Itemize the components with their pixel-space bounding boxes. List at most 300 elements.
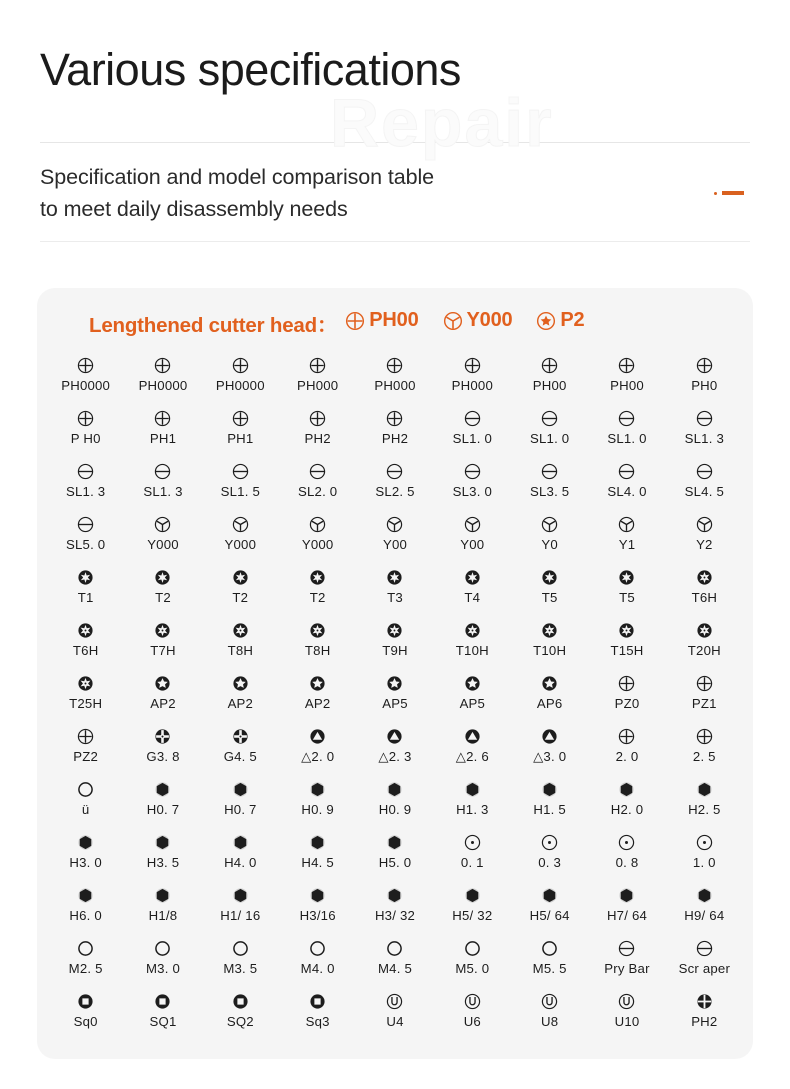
gamebit-icon	[232, 725, 249, 747]
phillips-circle-icon	[77, 354, 94, 376]
bit-cell[interactable]	[279, 933, 356, 986]
bit-cell[interactable]	[202, 986, 279, 1039]
bit-cell[interactable]	[588, 721, 665, 774]
accent-decoration	[714, 191, 750, 195]
bit-label: H0. 7	[224, 802, 257, 817]
bit-label: T10H	[533, 643, 567, 658]
slotted-circle-icon	[696, 937, 713, 959]
bit-cell[interactable]	[666, 668, 743, 721]
triwing-circle-icon	[309, 513, 326, 535]
square-filled-icon	[309, 990, 326, 1012]
bit-cell[interactable]	[434, 933, 511, 986]
bit-cell[interactable]	[666, 509, 743, 562]
bit-label: 0. 1	[460, 855, 484, 870]
pozidriv-circle-icon	[696, 725, 713, 747]
bit-label: SL1. 3	[684, 431, 724, 446]
bit-cell[interactable]	[356, 827, 433, 880]
subtitle-divider	[40, 241, 750, 242]
bit-cell[interactable]	[434, 827, 511, 880]
torx-hole-icon	[154, 619, 171, 641]
phillips-circle-icon	[309, 407, 326, 429]
bit-label: PH1	[149, 431, 177, 446]
torx-hole-icon	[77, 672, 94, 694]
bit-cell[interactable]	[279, 721, 356, 774]
bit-grid	[45, 344, 745, 1039]
bit-cell[interactable]	[279, 350, 356, 403]
bit-cell[interactable]	[666, 562, 743, 615]
bit-label: 0. 8	[615, 855, 639, 870]
card-header	[45, 304, 745, 344]
bit-label: H0. 7	[146, 802, 180, 817]
slotted-circle-icon	[618, 460, 635, 482]
bit-cell[interactable]	[124, 403, 201, 456]
bit-cell[interactable]	[434, 721, 511, 774]
bit-label: Y000	[147, 537, 179, 552]
bit-label: T7H	[150, 643, 176, 658]
bit-label: H0. 9	[301, 802, 334, 817]
star-filled-icon	[154, 672, 171, 694]
card-header-item-label: Y000	[466, 309, 513, 332]
pozidriv-circle-icon	[618, 672, 635, 694]
torx-filled-icon	[618, 566, 635, 588]
bit-cell[interactable]	[511, 986, 588, 1039]
hex-filled-icon	[154, 884, 171, 906]
bit-cell[interactable]	[279, 403, 356, 456]
header-zone	[0, 0, 790, 242]
bit-cell[interactable]	[47, 562, 124, 615]
bit-cell[interactable]	[511, 562, 588, 615]
bit-cell[interactable]	[202, 668, 279, 721]
bit-cell[interactable]	[511, 933, 588, 986]
bit-label: Pry Bar	[604, 961, 650, 976]
bit-cell[interactable]	[666, 774, 743, 827]
bit-cell[interactable]	[279, 562, 356, 615]
bit-cell[interactable]	[124, 880, 201, 933]
bit-cell[interactable]	[588, 880, 665, 933]
bit-label: H5. 0	[378, 855, 412, 870]
bit-cell[interactable]	[434, 509, 511, 562]
torx-filled-icon	[309, 566, 326, 588]
bit-label: T6H	[72, 643, 99, 658]
bit-cell[interactable]	[47, 668, 124, 721]
bit-label: T8H	[227, 643, 254, 658]
bit-label: PZ2	[73, 749, 99, 764]
bit-label: U6	[463, 1014, 481, 1029]
triwing-circle-icon	[232, 513, 249, 535]
bit-cell[interactable]	[666, 456, 743, 509]
bit-cell[interactable]	[356, 403, 433, 456]
slotted-circle-icon	[464, 407, 481, 429]
bit-cell[interactable]	[511, 350, 588, 403]
bit-cell[interactable]	[511, 615, 588, 668]
bit-label: SL2. 0	[298, 484, 338, 499]
bit-label: Y000	[301, 537, 334, 552]
bit-cell[interactable]	[434, 774, 511, 827]
triangle-filled-icon	[386, 725, 403, 747]
hex-filled-icon	[464, 778, 481, 800]
bit-cell[interactable]	[356, 721, 433, 774]
bit-cell[interactable]	[356, 774, 433, 827]
bit-label: Sq3	[305, 1014, 330, 1029]
bit-label: AP6	[536, 696, 563, 711]
bit-cell[interactable]	[356, 880, 433, 933]
slotted-circle-icon	[696, 460, 713, 482]
bit-label: Sq0	[73, 1014, 98, 1029]
u-circle-icon	[464, 990, 481, 1012]
bit-cell[interactable]	[279, 615, 356, 668]
phillips-circle-icon	[696, 354, 713, 376]
bit-cell[interactable]	[202, 774, 279, 827]
bit-label: SL1. 0	[452, 431, 492, 446]
bit-cell[interactable]	[279, 774, 356, 827]
phillips-circle-icon	[541, 354, 558, 376]
bit-cell[interactable]	[47, 350, 124, 403]
bit-cell[interactable]	[47, 827, 124, 880]
bit-cell[interactable]	[124, 827, 201, 880]
bit-label: SL2. 5	[375, 484, 415, 499]
star-circle-icon	[536, 311, 556, 331]
bit-cell[interactable]	[356, 562, 433, 615]
triwing-circle-icon	[696, 513, 713, 535]
bit-label: PH000	[374, 378, 416, 393]
bit-label: T3	[387, 590, 403, 605]
bit-cell[interactable]	[202, 562, 279, 615]
dot-circle-icon	[464, 831, 481, 853]
bit-cell[interactable]	[356, 615, 433, 668]
bit-cell[interactable]	[202, 350, 279, 403]
dot-circle-icon	[696, 831, 713, 853]
bit-label: H6. 0	[69, 908, 102, 923]
bit-cell[interactable]	[511, 509, 588, 562]
hex-filled-icon	[541, 778, 558, 800]
hex-filled-icon	[232, 778, 249, 800]
card-header-items	[337, 309, 584, 337]
bit-cell[interactable]	[511, 774, 588, 827]
hex-filled-icon	[696, 884, 713, 906]
bit-cell[interactable]	[588, 615, 665, 668]
bit-label: M3. 5	[223, 961, 258, 976]
bit-cell[interactable]	[356, 668, 433, 721]
phillips-circle-icon	[154, 354, 171, 376]
bit-cell[interactable]	[356, 986, 433, 1039]
slotted-circle-icon	[618, 937, 635, 959]
bit-label: 2. 5	[692, 749, 716, 764]
bit-cell[interactable]	[434, 615, 511, 668]
open-circle-icon	[232, 937, 249, 959]
page-title: Various specifications	[40, 44, 461, 95]
bit-label: 2. 0	[615, 749, 639, 764]
hex-filled-icon	[309, 831, 326, 853]
bit-label: SL1. 3	[143, 484, 183, 499]
bit-label: △3. 0	[533, 749, 567, 764]
bit-label: AP2	[150, 696, 176, 711]
torx-hole-icon	[309, 619, 326, 641]
hex-filled-icon	[386, 778, 403, 800]
phillips-circle-icon	[464, 354, 481, 376]
triwing-circle-icon	[541, 513, 558, 535]
hex-filled-icon	[309, 884, 326, 906]
bit-label: SL1. 0	[607, 431, 647, 446]
bit-cell[interactable]	[588, 562, 665, 615]
bit-label: H2. 5	[688, 802, 721, 817]
bit-cell[interactable]	[124, 774, 201, 827]
bit-label: PH0000	[61, 378, 111, 393]
bit-cell[interactable]	[356, 350, 433, 403]
torx-hole-icon	[696, 619, 713, 641]
bit-cell[interactable]	[279, 827, 356, 880]
bit-label: M3. 0	[146, 961, 180, 976]
slotted-circle-icon	[464, 460, 481, 482]
open-circle-icon	[464, 937, 481, 959]
bit-cell[interactable]	[124, 668, 201, 721]
bit-label: AP2	[304, 696, 331, 711]
bit-cell[interactable]	[202, 403, 279, 456]
bit-cell[interactable]	[666, 986, 743, 1039]
phillips-filled-icon	[696, 990, 713, 1012]
bit-cell[interactable]	[511, 721, 588, 774]
slotted-circle-icon	[386, 460, 403, 482]
slotted-circle-icon	[232, 460, 249, 482]
bit-label: Scr aper	[678, 961, 731, 976]
bit-cell[interactable]	[124, 456, 201, 509]
bit-cell[interactable]	[279, 456, 356, 509]
slotted-circle-icon	[77, 513, 94, 535]
bit-cell[interactable]	[356, 456, 433, 509]
bit-cell[interactable]	[202, 456, 279, 509]
open-circle-icon	[541, 937, 558, 959]
bit-cell[interactable]	[511, 403, 588, 456]
bit-cell[interactable]	[124, 721, 201, 774]
bit-cell[interactable]	[47, 403, 124, 456]
bit-label: △2. 6	[455, 749, 489, 764]
hex-filled-icon	[618, 884, 635, 906]
slotted-circle-icon	[77, 460, 94, 482]
bit-label: T20H	[687, 643, 721, 658]
subtitle-line-1: Specification and model comparison table	[40, 164, 434, 189]
bit-cell[interactable]	[666, 403, 743, 456]
card-header-label: Lengthened cutter head：	[89, 314, 338, 337]
bit-label: SQ2	[226, 1014, 254, 1029]
bit-label: SL3. 0	[452, 484, 492, 499]
phillips-circle-icon	[618, 354, 635, 376]
bit-cell[interactable]	[434, 668, 511, 721]
bit-label: PH2	[304, 431, 331, 446]
bit-label: AP5	[382, 696, 408, 711]
card-header-item	[536, 309, 584, 332]
u-circle-icon	[386, 990, 403, 1012]
bit-label: PH0	[691, 378, 718, 393]
bit-cell[interactable]	[47, 986, 124, 1039]
bit-label: PH0000	[215, 378, 265, 393]
bit-label: T5	[619, 590, 635, 605]
bit-label: T2	[232, 590, 249, 605]
watermark-text: Repair	[330, 85, 554, 161]
bit-cell[interactable]	[434, 986, 511, 1039]
hex-filled-icon	[154, 831, 171, 853]
bit-cell[interactable]	[47, 774, 124, 827]
bit-cell[interactable]	[666, 615, 743, 668]
phillips-circle-icon	[154, 407, 171, 429]
bit-label: PH1	[227, 431, 254, 446]
bit-cell[interactable]	[511, 456, 588, 509]
bit-label: H5/ 32	[452, 908, 493, 923]
open-circle-icon	[77, 937, 94, 959]
bit-cell[interactable]	[434, 562, 511, 615]
bit-cell[interactable]	[47, 615, 124, 668]
torx-filled-icon	[77, 566, 94, 588]
bit-cell[interactable]	[356, 509, 433, 562]
bit-cell[interactable]	[124, 562, 201, 615]
bit-cell[interactable]	[666, 827, 743, 880]
bit-cell[interactable]	[588, 350, 665, 403]
hex-filled-icon	[232, 884, 249, 906]
triwing-circle-icon	[443, 311, 463, 331]
bit-cell[interactable]	[434, 403, 511, 456]
slotted-circle-icon	[541, 407, 558, 429]
bit-cell[interactable]	[588, 509, 665, 562]
phillips-circle-icon	[386, 407, 403, 429]
dot-circle-icon	[618, 831, 635, 853]
pozidriv-circle-icon	[77, 725, 94, 747]
phillips-circle-icon	[232, 407, 249, 429]
star-filled-icon	[232, 672, 249, 694]
bit-cell[interactable]	[124, 350, 201, 403]
bit-label: T1	[77, 590, 94, 605]
bit-label: 1. 0	[692, 855, 716, 870]
bit-label: U4	[386, 1014, 404, 1029]
bit-cell[interactable]	[588, 403, 665, 456]
bit-cell[interactable]	[124, 509, 201, 562]
bit-cell[interactable]	[279, 986, 356, 1039]
bit-cell[interactable]	[588, 774, 665, 827]
hex-filled-icon	[309, 778, 326, 800]
pozidriv-circle-icon	[696, 672, 713, 694]
bit-cell[interactable]	[47, 880, 124, 933]
bit-label: SL4. 5	[684, 484, 724, 499]
bit-label: Y0	[541, 537, 558, 552]
bit-cell[interactable]	[434, 456, 511, 509]
torx-hole-icon	[464, 619, 481, 641]
bit-label: H3/ 32	[374, 908, 416, 923]
bit-label: PH000	[297, 378, 339, 393]
torx-filled-icon	[464, 566, 481, 588]
hex-filled-icon	[386, 831, 403, 853]
star-filled-icon	[541, 672, 558, 694]
triwing-circle-icon	[154, 513, 171, 535]
bit-cell[interactable]	[511, 827, 588, 880]
bit-cell[interactable]	[356, 933, 433, 986]
hex-filled-icon	[464, 884, 481, 906]
bit-cell[interactable]	[588, 456, 665, 509]
bit-label: H3. 0	[69, 855, 102, 870]
bit-cell[interactable]	[588, 933, 665, 986]
bit-cell[interactable]	[279, 509, 356, 562]
pozidriv-circle-icon	[618, 725, 635, 747]
bit-label: G4. 5	[223, 749, 257, 764]
bit-cell[interactable]	[124, 986, 201, 1039]
bit-cell[interactable]	[124, 933, 201, 986]
bit-label: SL1. 5	[220, 484, 260, 499]
dot-circle-icon	[541, 831, 558, 853]
bit-cell[interactable]	[202, 827, 279, 880]
bit-label: Y1	[618, 537, 636, 552]
bit-cell[interactable]	[434, 880, 511, 933]
bit-cell[interactable]	[47, 456, 124, 509]
card-header-item	[345, 309, 418, 332]
bit-label: Y00	[382, 537, 408, 552]
bit-label: T2	[155, 590, 171, 605]
subtitle-line-2: to meet daily disassembly needs	[40, 197, 348, 221]
bit-cell[interactable]	[202, 933, 279, 986]
bit-label: H3. 5	[146, 855, 180, 870]
bit-cell[interactable]	[511, 668, 588, 721]
bit-cell[interactable]	[666, 880, 743, 933]
bit-label: T25H	[69, 696, 103, 711]
bit-label: T9H	[382, 643, 408, 658]
torx-filled-icon	[386, 566, 403, 588]
card-header-item-label: P2	[560, 309, 585, 332]
bit-cell[interactable]	[279, 668, 356, 721]
bit-cell[interactable]	[47, 933, 124, 986]
bit-cell[interactable]	[279, 880, 356, 933]
torx-hole-icon	[696, 566, 713, 588]
subtitle-zone	[40, 143, 750, 242]
slotted-circle-icon	[309, 460, 326, 482]
bit-label: M5. 0	[455, 961, 490, 976]
bit-label: PZ0	[614, 696, 640, 711]
bit-label: G3. 8	[146, 749, 180, 764]
slotted-circle-icon	[618, 407, 635, 429]
bit-cell[interactable]	[47, 721, 124, 774]
bit-cell[interactable]	[202, 721, 279, 774]
bit-cell[interactable]	[666, 350, 743, 403]
specification-table-card	[37, 288, 753, 1059]
bit-cell[interactable]	[666, 933, 743, 986]
bit-cell[interactable]	[434, 350, 511, 403]
hex-filled-icon	[541, 884, 558, 906]
torx-filled-icon	[541, 566, 558, 588]
bit-cell[interactable]	[588, 986, 665, 1039]
hex-filled-icon	[154, 778, 171, 800]
bit-cell[interactable]	[47, 509, 124, 562]
bit-cell[interactable]	[511, 880, 588, 933]
bit-label: PH2	[381, 431, 409, 446]
bit-cell[interactable]	[588, 827, 665, 880]
bit-cell[interactable]	[666, 721, 743, 774]
accent-dash	[722, 191, 744, 195]
triwing-circle-icon	[464, 513, 481, 535]
bit-label: T5	[541, 590, 558, 605]
torx-hole-icon	[541, 619, 558, 641]
bit-label: H4. 5	[301, 855, 334, 870]
torx-hole-icon	[618, 619, 635, 641]
bit-label: H9/ 64	[684, 908, 725, 923]
torx-filled-icon	[232, 566, 249, 588]
bit-cell[interactable]	[124, 615, 201, 668]
bit-label: PH000	[451, 378, 493, 393]
triwing-circle-icon	[386, 513, 403, 535]
bit-label: H1. 3	[456, 802, 489, 817]
bit-cell[interactable]	[202, 880, 279, 933]
bit-cell[interactable]	[588, 668, 665, 721]
bit-cell[interactable]	[202, 615, 279, 668]
bit-label: SL1. 0	[530, 431, 570, 446]
bit-label: Y000	[224, 537, 257, 552]
slotted-circle-icon	[696, 407, 713, 429]
bit-label: P H0	[70, 431, 101, 446]
bit-label: PH00	[610, 378, 644, 393]
bit-cell[interactable]	[202, 509, 279, 562]
